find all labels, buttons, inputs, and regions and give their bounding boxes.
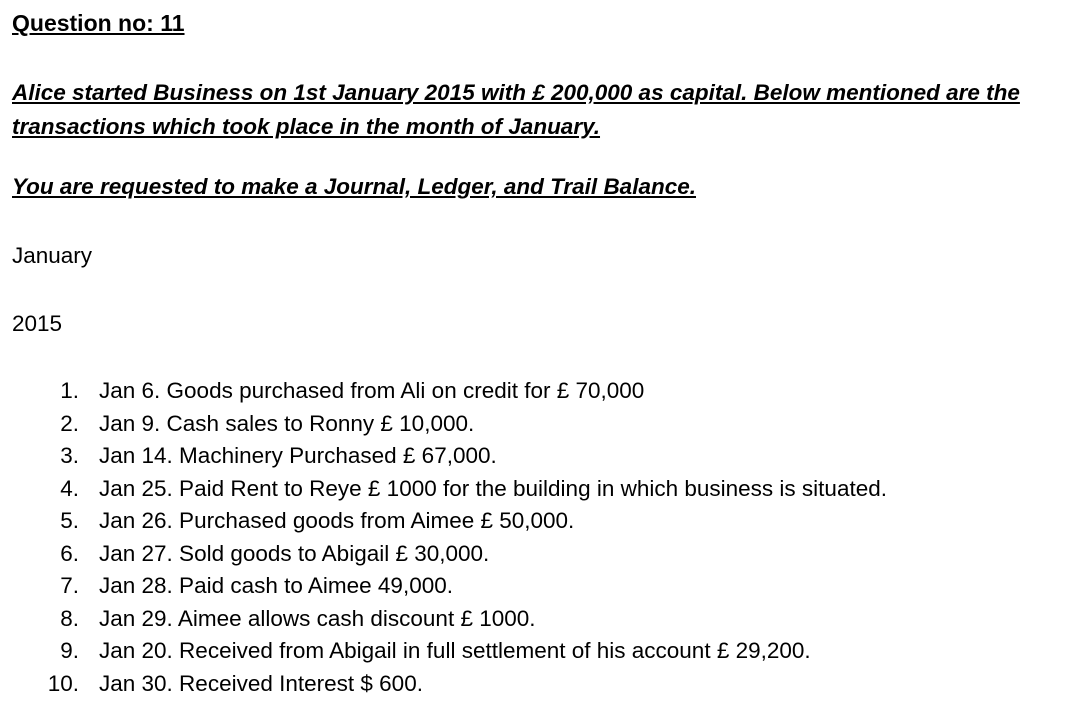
- transaction-item: [0, 505, 887, 538]
- transaction-item: [0, 538, 887, 571]
- transaction-item: [0, 375, 887, 408]
- transaction-item: [0, 668, 887, 701]
- transaction-item: [0, 473, 887, 506]
- transaction-list: [0, 375, 887, 700]
- transaction-item: [0, 570, 887, 603]
- transaction-item: [0, 408, 887, 441]
- question-intro: Alice started Business on 1st January 2015 with £ 200,000 as capital. Below mentioned are the transactions which took place in the month of January.: [12, 80, 1020, 139]
- transaction-item: [0, 635, 887, 668]
- transaction-item: [0, 440, 887, 473]
- transaction-number: 4.: [60, 475, 79, 501]
- transaction-text: Jan 20. Received from Abigail in full settlement of his account £ 29,200.: [99, 638, 811, 663]
- transaction-text: Jan 6. Goods purchased from Ali on credit for £ 70,000: [99, 378, 645, 403]
- transaction-number: 3.: [60, 443, 79, 468]
- transaction-item: [0, 603, 887, 636]
- transaction-number: 7.: [60, 573, 79, 598]
- question-title: Question no: 11: [12, 10, 185, 36]
- transaction-text: Jan 14. Machinery Purchased £ 67,000.: [99, 443, 497, 468]
- transaction-text: Jan 26. Purchased goods from Aimee £ 50,000.: [99, 508, 575, 533]
- transaction-text: Jan 25. Paid Rent to Reye £ 1000 for the building in which business is situated.: [99, 475, 887, 501]
- period-month: January: [12, 243, 93, 268]
- transaction-number: 8.: [60, 605, 79, 631]
- transaction-text: Jan 9. Cash sales to Ronny £ 10,000.: [99, 410, 475, 436]
- transaction-text: Jan 28. Paid cash to Aimee 49,000.: [99, 573, 453, 598]
- transaction-number: 9.: [60, 638, 79, 663]
- transaction-text: Jan 29. Aimee allows cash discount £ 1000.: [99, 605, 536, 631]
- transaction-number: 10.: [47, 670, 79, 696]
- transaction-text: Jan 27. Sold goods to Abigail £ 30,000.: [99, 540, 490, 566]
- transaction-number: 5.: [60, 508, 79, 533]
- question-request: You are requested to make a Journal, Ledger, and Trail Balance.: [12, 174, 696, 199]
- transaction-number: 6.: [60, 540, 79, 566]
- transaction-number: 1.: [60, 378, 79, 403]
- transaction-text: Jan 30. Received Interest $ 600.: [99, 670, 423, 696]
- transaction-number: 2.: [60, 410, 79, 436]
- period-year: 2015: [12, 311, 63, 336]
